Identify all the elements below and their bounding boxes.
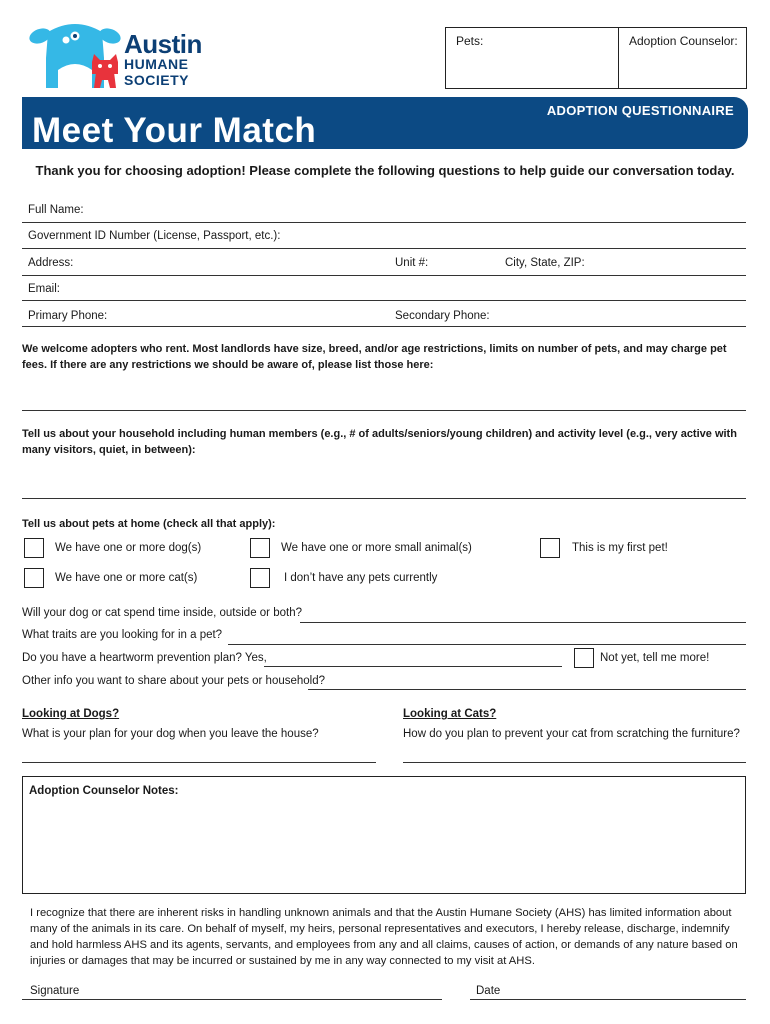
inside-outside-question: Will your dog or cat spend time inside, outside or both? [22,607,302,619]
email-label: Email: [28,283,60,295]
rent-restrictions-question: We welcome adopters who rent. Most landlords have size, breed, and/or age restrictions, limits on number of pets, and may charge pet fees. If there are any restrictions we should be aware of, please list those here: [22,343,727,371]
address-field[interactable] [22,275,746,276]
government-id-field[interactable] [22,248,746,249]
adoption-counselor-field-box[interactable] [618,27,747,89]
dogs-question: What is your plan for your dog when you leave the house? [22,728,319,740]
date-line[interactable] [470,999,746,1000]
title-banner [22,97,748,149]
dogs-checkbox[interactable] [24,538,44,558]
pets-field-box[interactable] [445,27,619,89]
email-field[interactable] [22,300,746,301]
pets-label: Pets: [456,34,484,48]
banner-subtitle: ADOPTION QUESTIONNAIRE [546,103,734,118]
logo-wordmark-humane: HUMANE [124,56,189,72]
rent-restrictions-answer-line[interactable] [22,410,746,411]
no-pets-checkbox[interactable] [250,568,270,588]
full-name-field[interactable] [22,222,746,223]
small-animals-option-label: We have one or more small animal(s) [281,542,472,554]
cats-checkbox[interactable] [24,568,44,588]
unit-label: Unit #: [395,257,429,269]
date-label: Date [476,985,501,997]
other-info-question: Other info you want to share about your pets or household? [22,675,326,687]
page-title: Meet Your Match [32,111,317,150]
counselor-notes-box[interactable] [22,776,746,894]
household-answer-line[interactable] [22,498,746,499]
household-question: Tell us about your household including human members (e.g., # of adults/seniors/young children) and activity level (e.g., very active with many visitors, quiet, in between): [22,428,737,456]
cats-question: How do you plan to prevent your cat from scratching the furniture? [403,728,740,740]
heartworm-question: Do you have a heartworm prevention plan? Yes, [22,652,267,664]
cats-heading: Looking at Cats? [403,708,497,720]
logo-wordmark-society: SOCIETY [124,72,189,88]
primary-phone-label: Primary Phone: [28,310,108,322]
heartworm-answer-line[interactable] [264,666,562,667]
phone-field[interactable] [22,326,746,327]
city-state-zip-label: City, State, ZIP: [505,257,585,269]
signature-line[interactable] [22,999,442,1000]
cat-logo-icon [92,54,118,88]
logo-wordmark-austin: Austin [124,29,202,59]
traits-answer-line[interactable] [228,644,746,645]
secondary-phone-label: Secondary Phone: [395,310,490,322]
traits-question: What traits are you looking for in a pet? [22,629,223,641]
dogs-option-label: We have one or more dog(s) [55,542,202,554]
signature-label: Signature [30,985,80,997]
counselor-notes-label: Adoption Counselor Notes: [29,785,179,797]
liability-release-text: I recognize that there are inherent risks in handling unknown animals and that the Austin Humane Society (AHS) has limited information about many of the animals in its care. On behalf of myself, my heirs, personal representatives and executors, I hereby release, discharge, indemnify and hold harmless AHS and its agents, servants, and employees from any and all claims, causes of action, or demands of any nature based on injuries or damages that may be incurred or sustained by me in any way connected to my visit at AHS. [30,907,738,967]
no-pets-option-label: I don’t have any pets currently [284,572,438,584]
cats-option-label: We have one or more cat(s) [55,572,198,584]
pets-at-home-heading: Tell us about pets at home (check all that apply): [22,518,276,530]
first-pet-checkbox[interactable] [540,538,560,558]
inside-outside-answer-line[interactable] [300,622,746,623]
full-name-label: Full Name: [28,204,84,216]
cats-answer-line[interactable] [403,762,746,763]
not-yet-label: Not yet, tell me more! [600,652,710,664]
dogs-heading: Looking at Dogs? [22,708,120,720]
government-id-label: Government ID Number (License, Passport, etc.): [28,230,281,242]
other-info-answer-line[interactable] [308,689,746,690]
intro-text: Thank you for choosing adoption! Please complete the following questions to help guide our conversation today. [35,163,735,178]
address-label: Address: [28,257,74,269]
not-yet-checkbox[interactable] [574,648,594,668]
dogs-answer-line[interactable] [22,762,376,763]
adoption-counselor-label: Adoption Counselor: [629,34,738,48]
small-animals-checkbox[interactable] [250,538,270,558]
first-pet-option-label: This is my first pet! [572,542,668,554]
